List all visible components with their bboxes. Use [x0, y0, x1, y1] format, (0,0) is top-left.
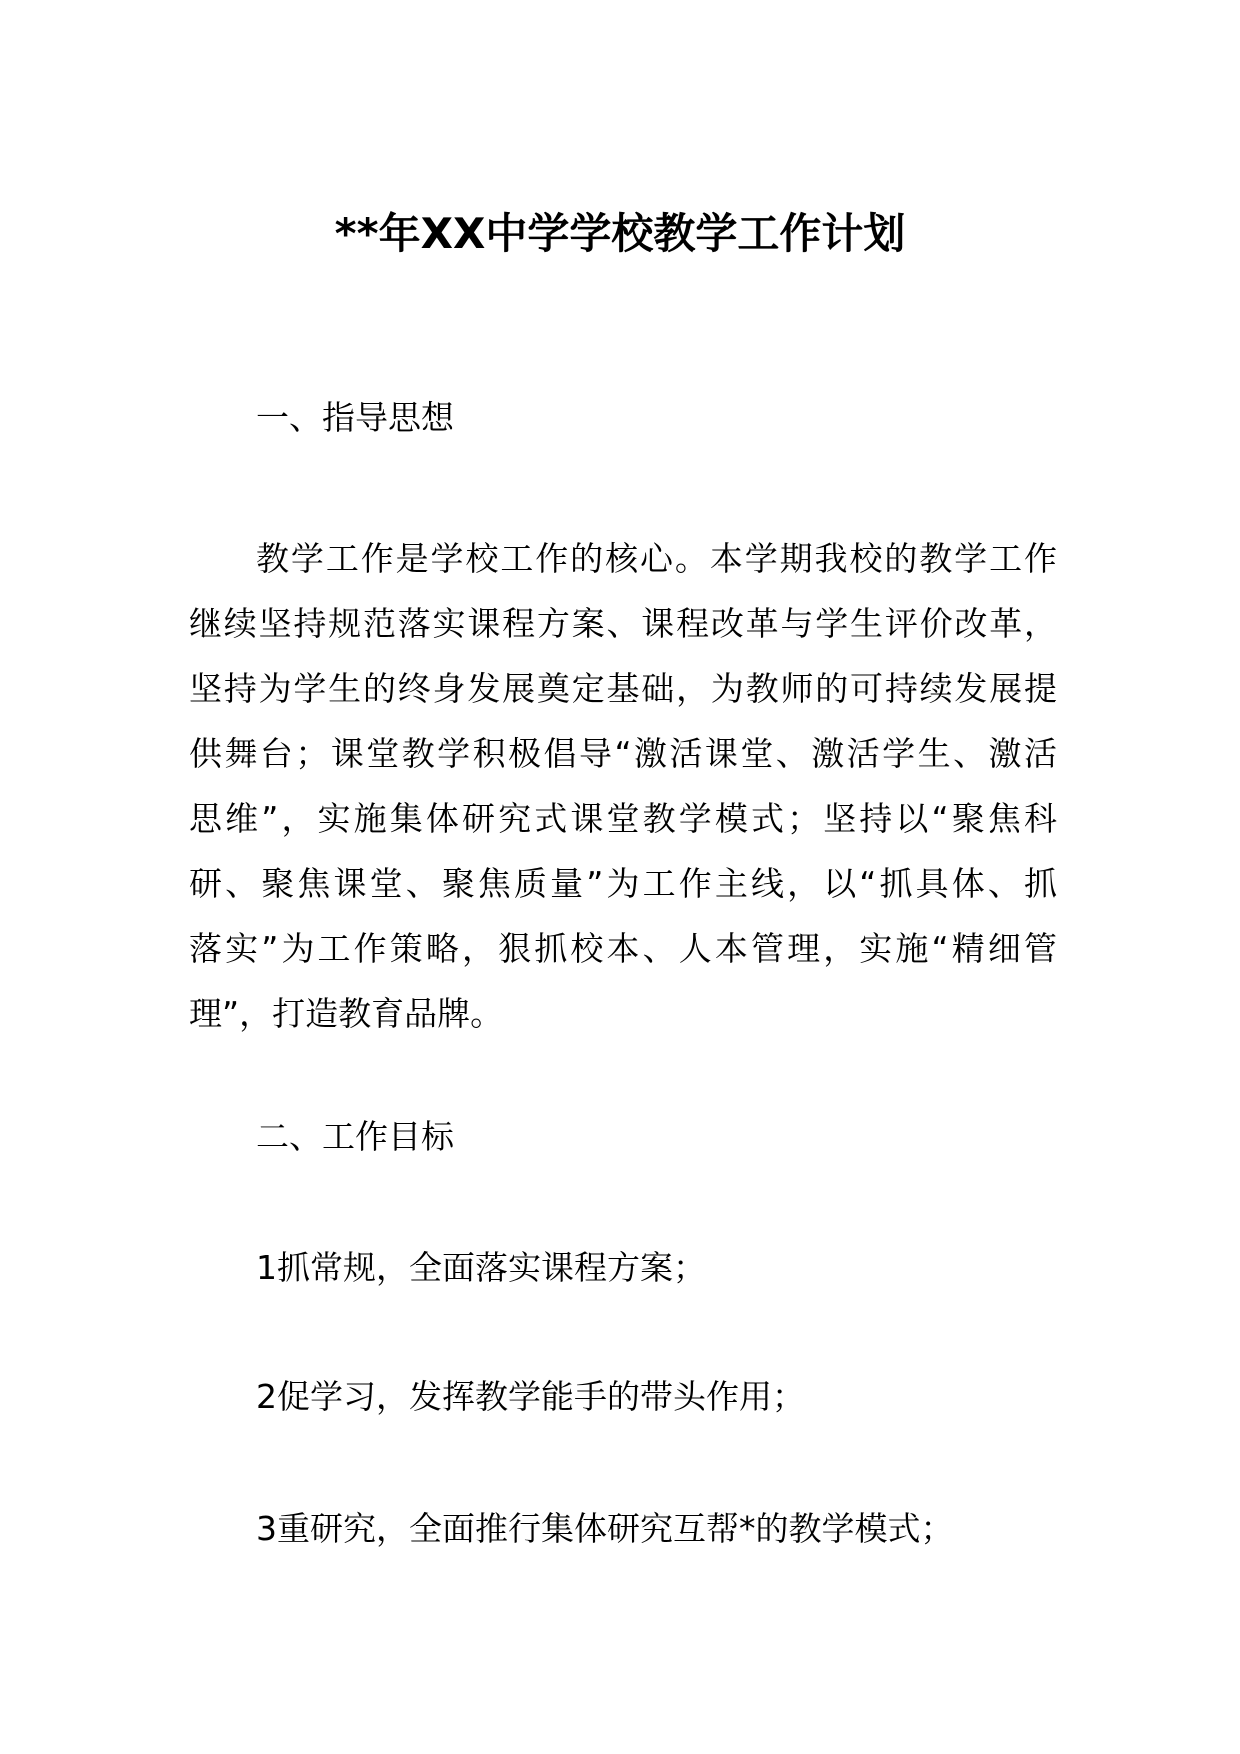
section-heading-guiding-ideology: 一、指导思想: [256, 398, 454, 437]
paragraph-line: 教学工作是学校工作的核心。本学期我校的教学工作: [256, 539, 1057, 578]
section-heading-work-goals: 二、工作目标: [256, 1117, 454, 1156]
goal-item: 1抓常规，全面落实课程方案；: [256, 1248, 706, 1287]
paragraph-line: 继续坚持规范落实课程方案、课程改革与学生评价改革，: [189, 604, 1057, 643]
goal-item: 3重研究，全面推行集体研究互帮*的教学模式；: [256, 1509, 954, 1548]
goal-item: 2促学习，发挥教学能手的带头作用；: [256, 1377, 805, 1416]
paragraph-line: 坚持为学生的终身发展奠定基础，为教师的可持续发展提: [189, 669, 1057, 708]
paragraph-guiding-ideology: [189, 526, 1057, 1046]
paragraph-line: 理”，打造教育品牌。: [189, 994, 504, 1033]
document-title: **年XX中学学校教学工作计划: [334, 209, 906, 258]
paragraph-line: 供舞台；课堂教学积极倡导“激活课堂、激活学生、激活: [189, 734, 1057, 773]
paragraph-line: 研、聚焦课堂、聚焦质量”为工作主线，以“抓具体、抓: [189, 864, 1057, 903]
paragraph-line: 思维”，实施集体研究式课堂教学模式；坚持以“聚焦科: [189, 799, 1057, 838]
paragraph-line: 落实”为工作策略，狠抓校本、人本管理，实施“精细管: [189, 929, 1057, 968]
